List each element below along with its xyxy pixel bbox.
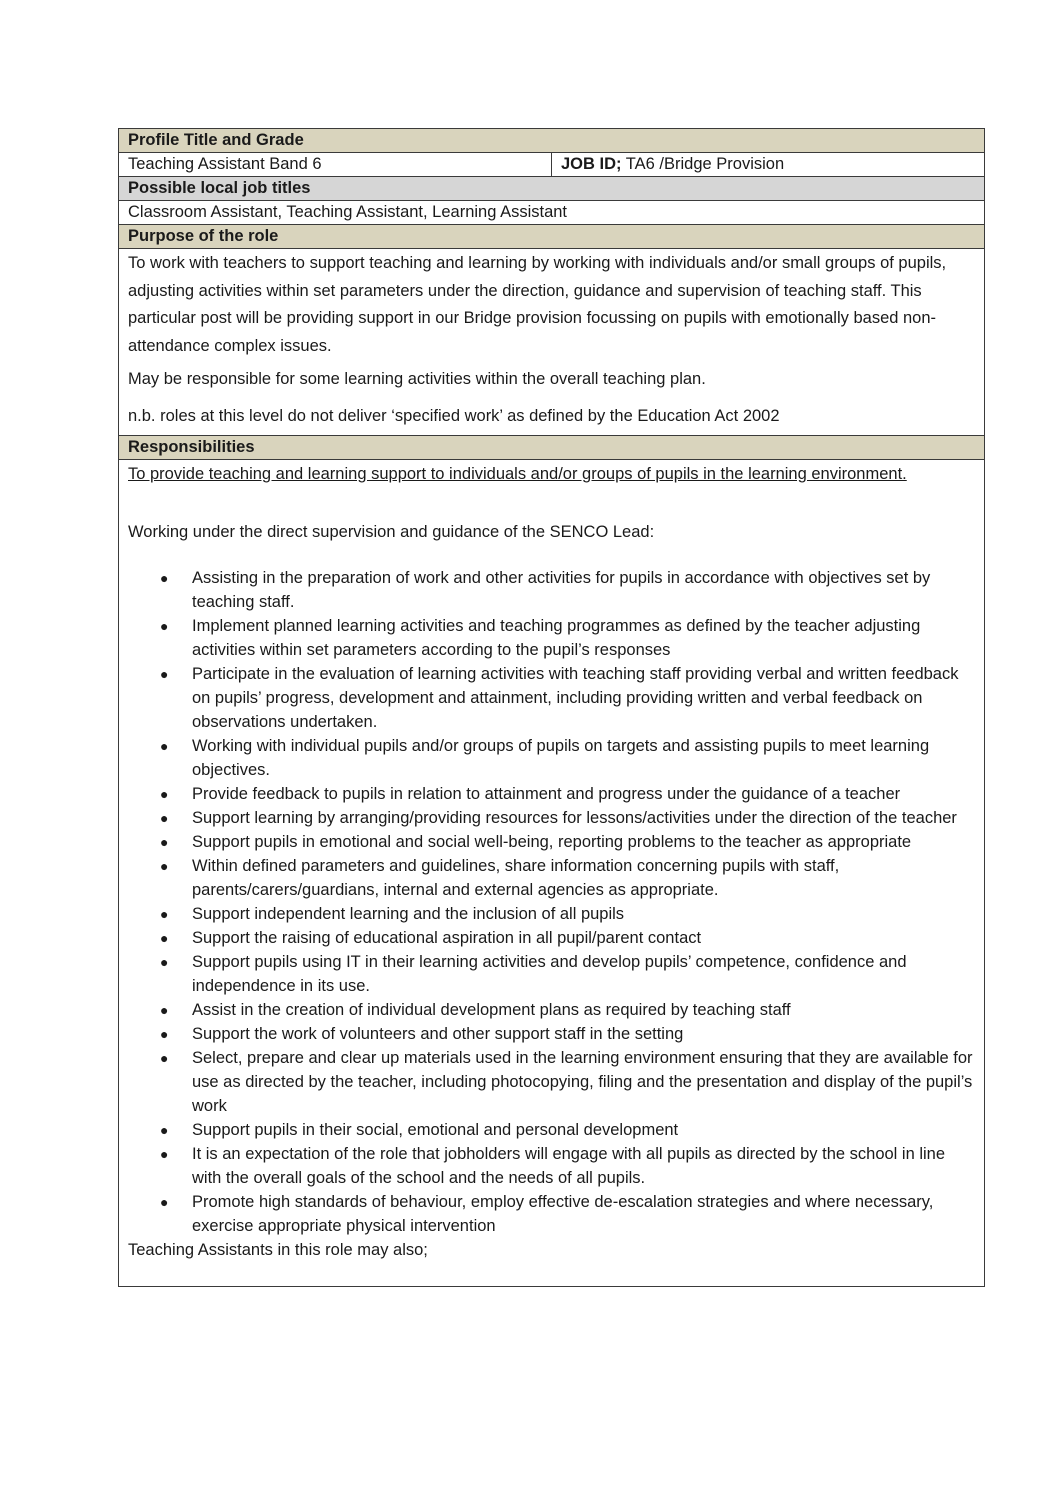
purpose-body	[119, 249, 985, 436]
local-titles-heading: Possible local job titles	[119, 177, 985, 201]
job-profile-document	[118, 128, 984, 1287]
list-item	[128, 950, 975, 998]
list-item-text: Support the raising of educational aspiration in all pupil/parent contact	[192, 929, 702, 947]
bullet-icon: ●	[160, 1026, 169, 1042]
list-item	[128, 1190, 975, 1238]
list-item	[128, 806, 975, 830]
bullet-icon: ●	[160, 1002, 169, 1018]
bullet-icon: ●	[160, 738, 169, 754]
list-item-text: Support learning by arranging/providing resources for lessons/activities under the direction of the teacher	[192, 809, 957, 827]
purpose-heading: Purpose of the role	[119, 225, 985, 249]
bullet-icon: ●	[160, 810, 169, 826]
purpose-paragraph: To work with teachers to support teaching and learning by working with individuals and/or small groups of pupils, adjusting activities within set parameters under the direction, guidance and supervision of teaching staff. This particular post will be providing support in our Bridge provision focussing on pupils with emotionally based non-attendance complex issues.	[128, 254, 947, 355]
job-profile-table	[118, 128, 985, 1287]
bullet-icon: ●	[160, 618, 169, 634]
bullet-icon: ●	[160, 906, 169, 922]
responsibilities-body	[119, 460, 985, 1287]
list-item-text: Working with individual pupils and/or groups of pupils on targets and assisting pupils to meet learning objectives.	[192, 737, 930, 779]
list-item-text: Provide feedback to pupils in relation to attainment and progress under the guidance of a teacher	[192, 785, 901, 803]
list-item	[128, 1046, 975, 1118]
purpose-paragraph: May be responsible for some learning activities within the overall teaching plan.	[128, 370, 706, 388]
job-id-label: JOB ID;	[561, 155, 622, 173]
purpose-paragraph: n.b. roles at this level do not deliver ‘specified work’ as defined by the Education Act 2002	[128, 407, 780, 425]
list-item-text: Support independent learning and the inclusion of all pupils	[192, 905, 625, 923]
list-item	[128, 998, 975, 1022]
list-item-text: Support pupils in emotional and social well-being, reporting problems to the teacher as appropriate	[192, 833, 912, 851]
list-item	[128, 1142, 975, 1190]
list-item	[128, 662, 975, 734]
bullet-icon: ●	[160, 1146, 169, 1162]
list-item	[128, 926, 975, 950]
bullet-icon: ●	[160, 1194, 169, 1210]
responsibilities-tail: Teaching Assistants in this role may also;	[128, 1241, 428, 1259]
job-id-value: TA6 /Bridge Provision	[621, 155, 785, 173]
bullet-icon: ●	[160, 1050, 169, 1066]
list-item	[128, 566, 975, 614]
list-item-text: Support pupils using IT in their learning activities and develop pupils’ competence, confidence and independence in its use.	[192, 953, 907, 995]
responsibilities-list	[128, 566, 975, 1238]
list-item-text: Participate in the evaluation of learning activities with teaching staff providing verbal and written feedback on pupils’ progress, development and attainment, including providing written and verbal feedback on observations undertaken.	[192, 665, 959, 731]
profile-title: Teaching Assistant Band 6	[119, 153, 552, 177]
list-item-text: Support pupils in their social, emotional and personal development	[192, 1121, 679, 1139]
bullet-icon: ●	[160, 1122, 169, 1138]
responsibilities-heading: Responsibilities	[119, 436, 985, 460]
list-item-text: Select, prepare and clear up materials used in the learning environment ensuring that they are available for use as directed by the teacher, including photocopying, filing and the presentation and display of the pupil’s work	[192, 1049, 973, 1115]
bullet-icon: ●	[160, 666, 169, 682]
list-item-text: Assist in the creation of individual development plans as required by teaching staff	[192, 1001, 791, 1019]
responsibilities-lead: Working under the direct supervision and guidance of the SENCO Lead:	[128, 523, 655, 541]
list-item	[128, 830, 975, 854]
list-item	[128, 854, 975, 902]
local-titles-value: Classroom Assistant, Teaching Assistant, Learning Assistant	[119, 201, 985, 225]
list-item	[128, 782, 975, 806]
bullet-icon: ●	[160, 858, 169, 874]
job-id-cell	[552, 153, 985, 177]
bullet-icon: ●	[160, 954, 169, 970]
list-item	[128, 902, 975, 926]
bullet-icon: ●	[160, 834, 169, 850]
bullet-icon: ●	[160, 930, 169, 946]
list-item-text: Implement planned learning activities and teaching programmes as defined by the teacher adjusting activities within set parameters according to the pupil’s responses	[192, 617, 921, 659]
list-item	[128, 614, 975, 662]
bullet-icon: ●	[160, 786, 169, 802]
list-item-text: Support the work of volunteers and other support staff in the setting	[192, 1025, 684, 1043]
list-item-text: Promote high standards of behaviour, employ effective de-escalation strategies and where necessary, exercise appropriate physical intervention	[192, 1193, 934, 1235]
list-item	[128, 1118, 975, 1142]
list-item-text: Within defined parameters and guidelines, share information concerning pupils with staff, parents/carers/guardians, internal and external agencies as appropriate.	[192, 857, 840, 899]
list-item-text: Assisting in the preparation of work and other activities for pupils in accordance with objectives set by teaching staff.	[192, 569, 931, 611]
list-item-text: It is an expectation of the role that jobholders will engage with all pupils as directed by the school in line with the overall goals of the school and the needs of all pupils.	[192, 1145, 946, 1187]
responsibilities-intro: To provide teaching and learning support to individuals and/or groups of pupils in the learning environment.	[128, 465, 907, 483]
list-item	[128, 1022, 975, 1046]
profile-heading: Profile Title and Grade	[119, 129, 985, 153]
bullet-icon: ●	[160, 570, 169, 586]
list-item	[128, 734, 975, 782]
